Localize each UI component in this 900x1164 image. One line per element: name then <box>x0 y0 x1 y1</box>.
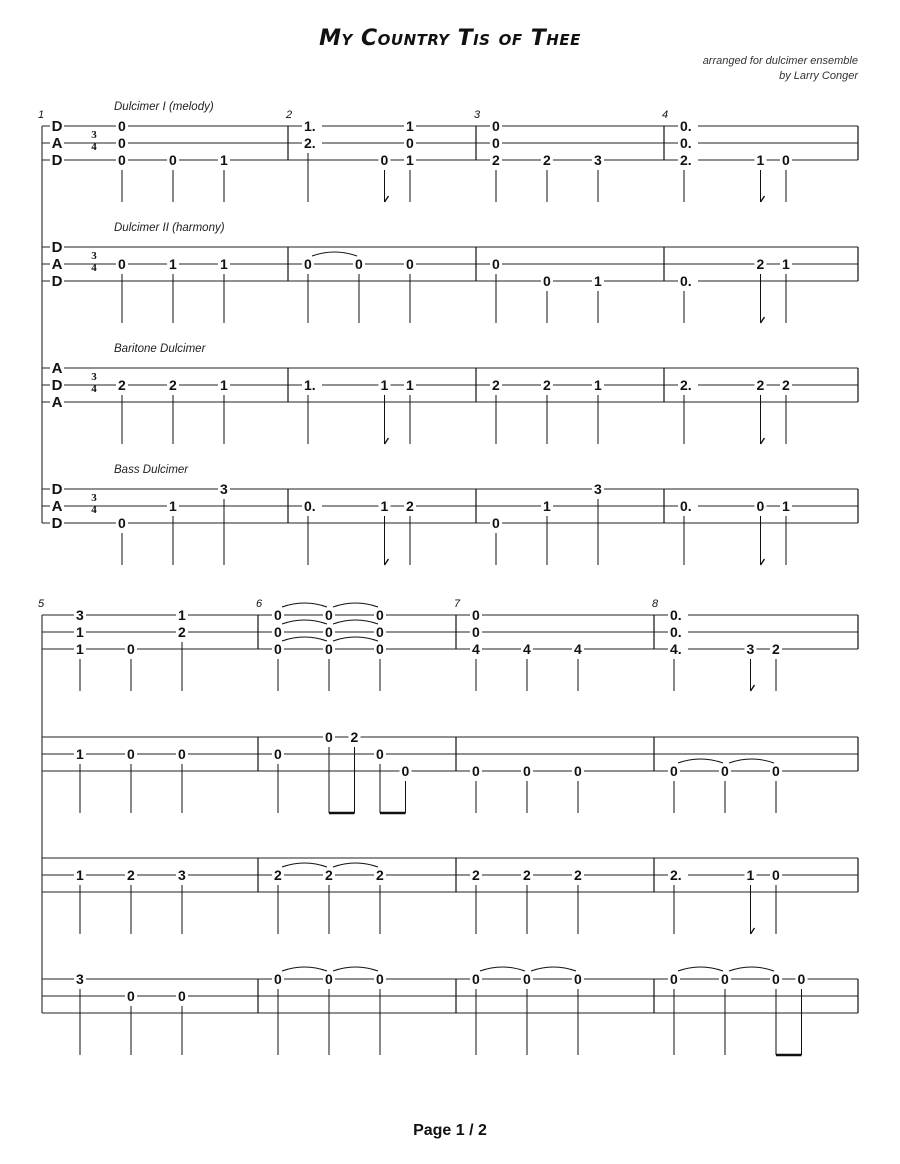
fret-number: 0 <box>772 763 780 779</box>
fret-number: 0 <box>178 746 186 762</box>
fret-number: 1 <box>543 498 551 514</box>
note-flag <box>751 685 755 691</box>
fret-number: 0 <box>169 152 177 168</box>
tie-arc <box>729 759 774 763</box>
fret-number: 1 <box>220 256 228 272</box>
measure-number: 4 <box>662 109 669 121</box>
fret-number: 2 <box>376 867 384 883</box>
fret-number: 0 <box>492 515 500 531</box>
measure-number: 7 <box>454 598 461 610</box>
fret-number: 0 <box>178 988 186 1004</box>
tie-arc <box>729 967 774 971</box>
fret-number: 2 <box>178 624 186 640</box>
tuning-letter: A <box>51 360 63 377</box>
tie-arc <box>333 603 378 607</box>
fret-number: 2 <box>574 867 582 883</box>
note-flag <box>385 438 389 444</box>
fret-number: 2 <box>169 377 177 393</box>
note-flag <box>751 928 755 934</box>
fret-number: 0 <box>118 256 126 272</box>
fret-number: 1 <box>782 498 790 514</box>
measure-number: 2 <box>286 109 293 121</box>
fret-number: 3 <box>594 152 602 168</box>
tuning-letter: A <box>51 394 63 411</box>
note-flag <box>385 196 389 202</box>
time-signature-top: 3 <box>91 371 97 383</box>
fret-number: 2 <box>543 377 551 393</box>
fret-number: 0 <box>472 971 480 987</box>
tie-arc <box>333 620 378 624</box>
fret-number: 1 <box>406 377 414 393</box>
fret-number: 1 <box>169 498 177 514</box>
instrument-label: Bass Dulcimer <box>114 464 189 476</box>
tie-arc <box>282 637 327 641</box>
note-flag <box>761 559 765 565</box>
time-signature-top: 3 <box>91 129 97 141</box>
fret-number: 0 <box>756 498 765 514</box>
fret-number: 0 <box>401 763 410 779</box>
fret-number: 1 <box>76 641 84 657</box>
fret-number: 0 <box>325 641 333 657</box>
tuning-letter: D <box>51 377 63 394</box>
fret-number: 0 <box>274 971 282 987</box>
fret-number: 0. <box>304 498 316 514</box>
fret-number: 0 <box>376 641 384 657</box>
fret-number: 0 <box>772 867 780 883</box>
fret-number: 2 <box>118 377 126 393</box>
page-title: My Country Tis of Thee <box>319 26 581 51</box>
measure-number: 5 <box>38 598 45 610</box>
tuning-letter: D <box>51 239 63 256</box>
fret-number: 0 <box>325 607 333 623</box>
credits-line-arrangement: arranged for dulcimer ensemble <box>702 55 858 67</box>
fret-number: 1. <box>304 118 316 134</box>
fret-number: 1 <box>169 256 177 272</box>
tuning-letter: A <box>51 256 63 273</box>
fret-number: 0 <box>376 746 384 762</box>
credits-line-arranger: by Larry Conger <box>779 70 858 82</box>
fret-number: 1 <box>406 152 414 168</box>
fret-number: 0 <box>782 152 790 168</box>
fret-number: 0 <box>472 624 480 640</box>
tie-arc <box>531 967 576 971</box>
time-signature-top: 3 <box>91 250 97 262</box>
tuning-letter: D <box>51 273 63 290</box>
time-signature-bottom: 4 <box>91 262 97 274</box>
fret-number: 0 <box>406 135 414 151</box>
fret-number: 2 <box>350 729 359 745</box>
fret-number: 0 <box>492 256 500 272</box>
fret-number: 0 <box>355 256 363 272</box>
fret-number: 0 <box>127 641 135 657</box>
fret-number: 0 <box>127 988 135 1004</box>
fret-number: 0. <box>680 273 692 289</box>
fret-number: 2 <box>406 498 414 514</box>
fret-number: 0 <box>274 607 282 623</box>
measure-number: 6 <box>256 598 263 610</box>
fret-number: 2 <box>543 152 551 168</box>
instrument-label: Dulcimer I (melody) <box>114 101 214 113</box>
fret-number: 0 <box>523 971 531 987</box>
measure-number: 8 <box>652 598 659 610</box>
fret-number: 0 <box>325 624 333 640</box>
fret-number: 0 <box>118 515 126 531</box>
fret-number: 0 <box>523 763 531 779</box>
tie-arc <box>282 863 327 867</box>
tuning-letter: D <box>51 481 63 498</box>
instrument-label: Dulcimer II (harmony) <box>114 222 225 234</box>
fret-number: 2 <box>127 867 135 883</box>
fret-number: 0 <box>772 971 780 987</box>
fret-number: 0 <box>721 763 729 779</box>
fret-number: 2 <box>472 867 480 883</box>
fret-number: 0 <box>118 152 126 168</box>
fret-number: 3 <box>594 481 602 497</box>
fret-number: 2 <box>756 377 765 393</box>
fret-number: 1 <box>220 152 228 168</box>
tuning-letter: D <box>51 515 63 532</box>
fret-number: 2. <box>304 135 316 151</box>
fret-number: 4 <box>574 641 582 657</box>
fret-number: 1 <box>756 152 765 168</box>
fret-number: 0 <box>670 971 678 987</box>
time-signature-bottom: 4 <box>91 504 97 516</box>
fret-number: 0 <box>472 763 480 779</box>
fret-number: 1 <box>594 377 602 393</box>
fret-number: 1 <box>76 867 84 883</box>
fret-number: 4 <box>472 641 480 657</box>
fret-number: 0 <box>721 971 729 987</box>
fret-number: 0. <box>670 607 682 623</box>
fret-number: 2 <box>523 867 531 883</box>
fret-number: 2 <box>756 256 765 272</box>
time-signature-top: 3 <box>91 492 97 504</box>
fret-number: 2 <box>492 152 500 168</box>
fret-number: 2 <box>492 377 500 393</box>
tie-arc <box>282 603 327 607</box>
fret-number: 1 <box>782 256 790 272</box>
fret-number: 0 <box>274 624 282 640</box>
fret-number: 1 <box>76 624 84 640</box>
fret-number: 3 <box>220 481 228 497</box>
note-flag <box>761 196 765 202</box>
note-flag <box>761 317 765 323</box>
fret-number: 0 <box>325 729 333 745</box>
fret-number: 0 <box>543 273 551 289</box>
fret-number: 1 <box>406 118 414 134</box>
fret-number: 2. <box>680 377 692 393</box>
tie-arc <box>333 863 378 867</box>
page-number: Page 1 / 2 <box>413 1122 487 1139</box>
fret-number: 0 <box>118 135 126 151</box>
fret-number: 2 <box>325 867 333 883</box>
fret-number: 0 <box>325 971 333 987</box>
fret-number: 0 <box>492 118 500 134</box>
fret-number: 0 <box>376 971 384 987</box>
fret-number: 2 <box>782 377 790 393</box>
fret-number: 0. <box>680 498 692 514</box>
tuning-letter: A <box>51 135 63 152</box>
tie-arc <box>678 759 723 763</box>
fret-number: 0 <box>574 971 582 987</box>
tie-arc <box>333 967 378 971</box>
fret-number: 3 <box>76 971 84 987</box>
tie-arc <box>333 637 378 641</box>
fret-number: 1 <box>220 377 228 393</box>
fret-number: 1 <box>380 498 389 514</box>
fret-number: 1 <box>76 746 84 762</box>
fret-number: 3 <box>178 867 186 883</box>
measure-number: 1 <box>38 109 45 121</box>
fret-number: 0 <box>127 746 135 762</box>
fret-number: 1 <box>594 273 602 289</box>
tuning-letter: D <box>51 118 63 135</box>
fret-number: 1 <box>380 377 389 393</box>
fret-number: 4. <box>670 641 682 657</box>
instrument-label: Baritone Dulcimer <box>114 343 206 355</box>
fret-number: 0 <box>797 971 806 987</box>
fret-number: 0. <box>670 624 682 640</box>
tie-arc <box>678 967 723 971</box>
fret-number: 0 <box>492 135 500 151</box>
fret-number: 1 <box>746 867 755 883</box>
fret-number: 0 <box>574 763 582 779</box>
tie-arc <box>480 967 525 971</box>
fret-number: 4 <box>523 641 531 657</box>
fret-number: 0 <box>670 763 678 779</box>
fret-number: 1. <box>304 377 316 393</box>
fret-number: 0. <box>680 135 692 151</box>
fret-number: 0 <box>472 607 480 623</box>
fret-number: 3 <box>76 607 84 623</box>
measure-number: 3 <box>474 109 481 121</box>
fret-number: 0 <box>304 256 312 272</box>
fret-number: 2 <box>274 867 282 883</box>
fret-number: 2 <box>772 641 780 657</box>
tuning-letter: D <box>51 152 63 169</box>
time-signature-bottom: 4 <box>91 141 97 153</box>
fret-number: 1 <box>178 607 186 623</box>
note-flag <box>761 438 765 444</box>
tie-arc <box>282 967 327 971</box>
fret-number: 0 <box>406 256 414 272</box>
note-flag <box>385 559 389 565</box>
fret-number: 2. <box>680 152 692 168</box>
time-signature-bottom: 4 <box>91 383 97 395</box>
fret-number: 0 <box>274 641 282 657</box>
tie-arc <box>312 252 357 256</box>
fret-number: 0 <box>118 118 126 134</box>
tuning-letter: A <box>51 498 63 515</box>
fret-number: 0 <box>274 746 282 762</box>
fret-number: 0. <box>680 118 692 134</box>
fret-number: 0 <box>380 152 389 168</box>
fret-number: 3 <box>746 641 755 657</box>
tie-arc <box>282 620 327 624</box>
fret-number: 2. <box>670 867 682 883</box>
fret-number: 0 <box>376 607 384 623</box>
fret-number: 0 <box>376 624 384 640</box>
